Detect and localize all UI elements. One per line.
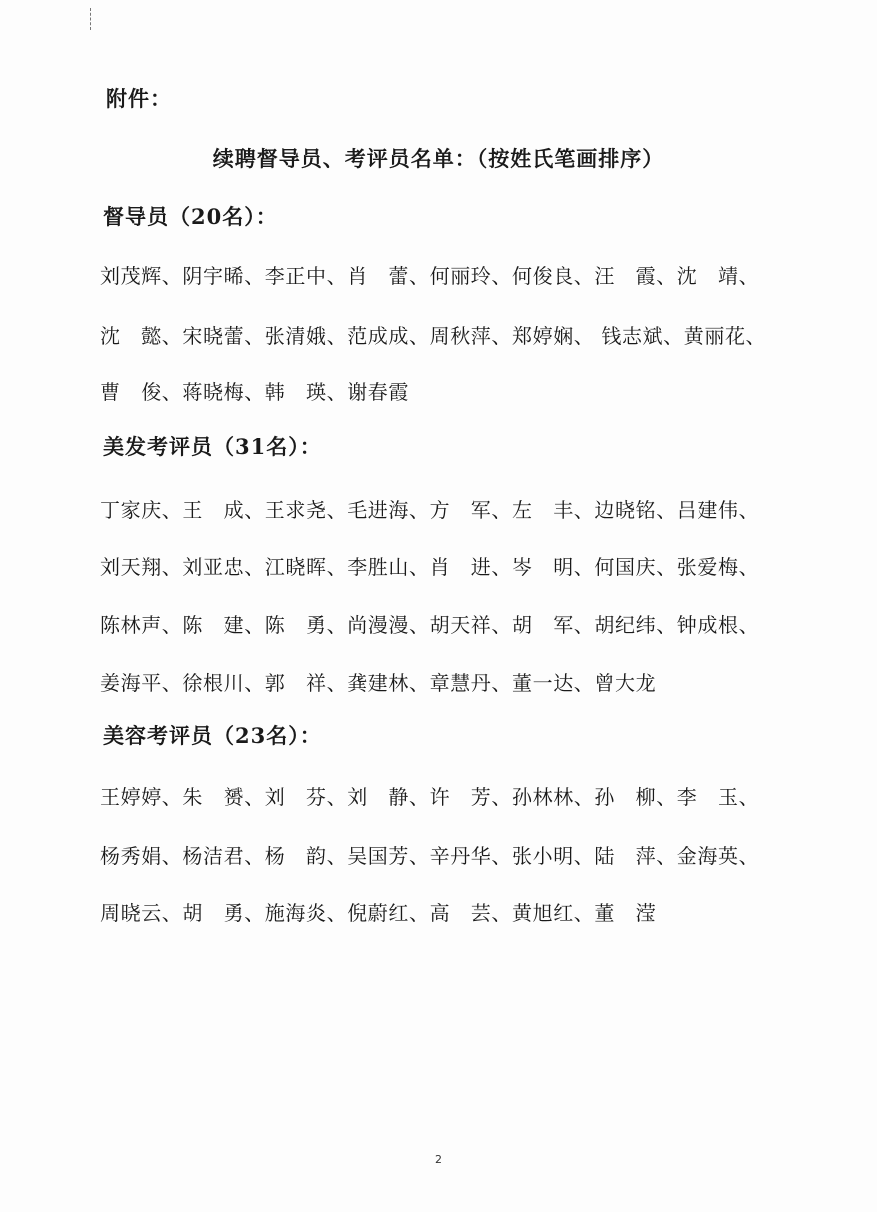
section-heading-hair-examiners: 美发考评员（31名）： bbox=[103, 434, 322, 459]
name-list-line: 杨秀娟、杨洁君、杨 韵、吴国芳、辛丹华、张小明、陆 萍、金海英、 bbox=[100, 844, 760, 868]
page-number: 2 bbox=[435, 1153, 442, 1166]
name-list-line: 刘天翔、刘亚忠、江晓晖、李胜山、肖 进、岑 明、何国庆、张爱梅、 bbox=[100, 555, 760, 579]
section-heading-beauty-examiners: 美容考评员（23名）： bbox=[103, 723, 322, 748]
name-list-line: 姜海平、徐根川、郭 祥、龚建林、章慧丹、董一达、曾大龙 bbox=[100, 671, 657, 695]
section-heading-supervisors: 督导员（20名）： bbox=[103, 204, 278, 229]
name-list-line: 刘茂辉、阴宇晞、李正中、肖 蕾、何丽玲、何俊良、汪 霞、沈 靖、 bbox=[100, 264, 760, 288]
name-list-line: 曹 俊、蒋晓梅、韩 瑛、谢春霞 bbox=[100, 380, 409, 404]
attachment-label: 附件： bbox=[106, 86, 172, 111]
name-list-line: 王婷婷、朱 赟、刘 芬、刘 静、许 芳、孙林林、孙 柳、李 玉、 bbox=[100, 785, 760, 809]
document-title: 续聘督导员、考评员名单：（按姓氏笔画排序） bbox=[212, 146, 665, 171]
scan-mark bbox=[90, 8, 93, 30]
name-list-line: 沈 懿、宋晓蕾、张清娥、范成成、周秋萍、郑婷娴、 钱志斌、黄丽花、 bbox=[100, 324, 767, 348]
name-list-line: 陈林声、陈 建、陈 勇、尚漫漫、胡天祥、胡 军、胡纪纬、钟成根、 bbox=[100, 613, 760, 637]
name-list-line: 丁家庆、王 成、王求尧、毛进海、方 军、左 丰、边晓铭、吕建伟、 bbox=[100, 498, 760, 522]
name-list-line: 周晓云、胡 勇、施海炎、倪蔚红、高 芸、黄旭红、董 滢 bbox=[100, 901, 657, 925]
